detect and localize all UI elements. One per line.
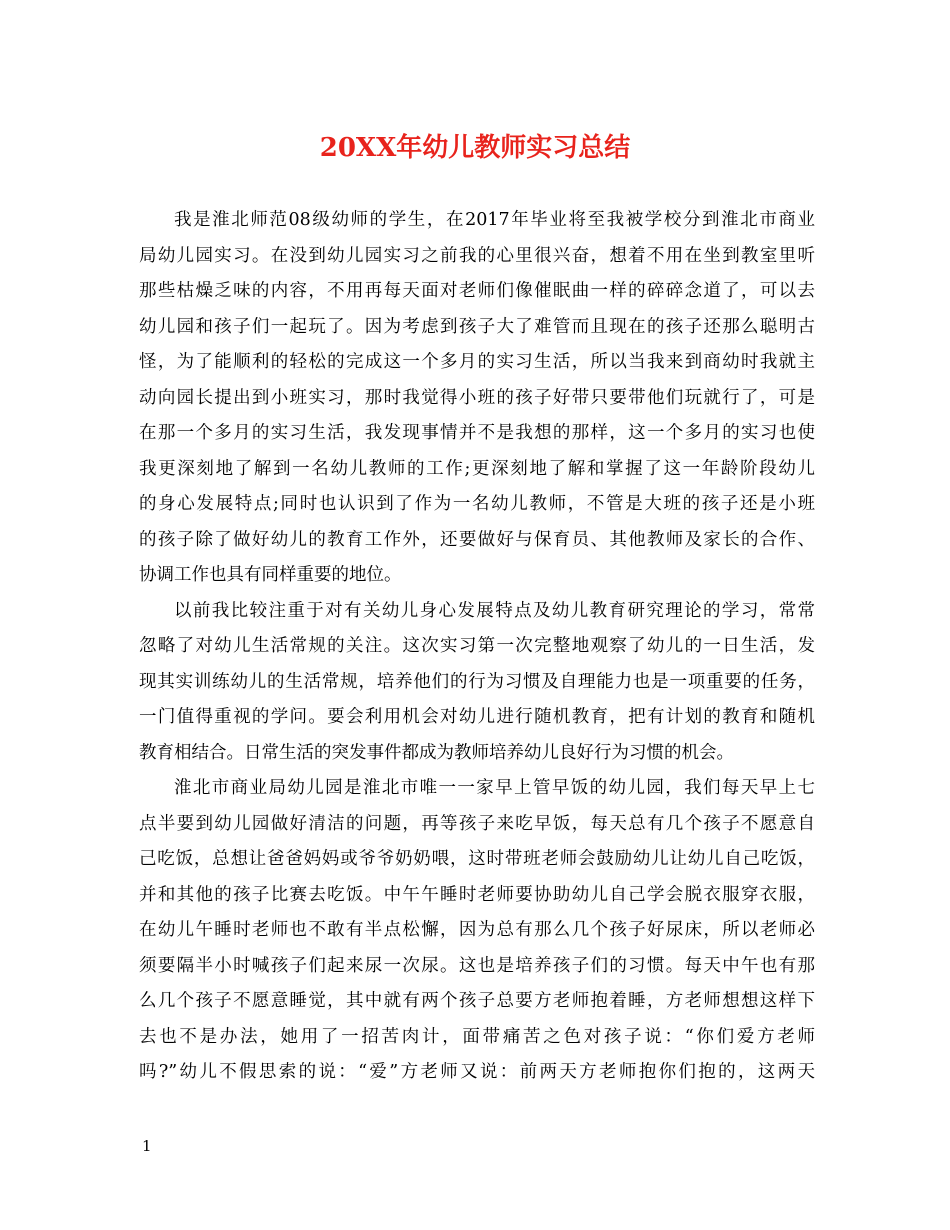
- text-line: 的孩子除了做好幼儿的教育工作外，还要做好与保育员、其他教师及家长的合作、: [139, 529, 815, 550]
- text-line: 己吃饭，总想让爸爸妈妈或爷爷奶奶喂，这时带班老师会鼓励幼儿让幼儿自己吃饭，: [139, 849, 815, 869]
- text-line: 去也不是办法，她用了一招苦肉计，面带痛苦之色对孩子说：“你们爱方老师: [139, 1026, 815, 1047]
- paragraph: [139, 771, 815, 1091]
- text-line: 须要隔半小时喊孩子们起来尿一次尿。这也是培养孩子们的习惯。每天中午也有那: [139, 955, 815, 976]
- text-line: 我是淮北师范08级幼师的学生，在2017年毕业将至我被学校分到淮北市商业: [174, 210, 815, 230]
- text-line: 在那一个多月的实习生活，我发现事情并不是我想的那样，这一个多月的实习也使: [139, 423, 815, 443]
- text-line: 教育相结合。日常生活的突发事件都成为教师培养幼儿良好行为习惯的机会。: [139, 742, 734, 763]
- text-line: 局幼儿园实习。在没到幼儿园实习之前我的心里很兴奋，想着不用在坐到教室里听: [139, 245, 815, 266]
- page-title: 20XX年幼儿教师实习总结: [319, 133, 631, 163]
- text-line: 么几个孩子不愿意睡觉，其中就有两个孩子总要方老师抱着睡，方老师想想这样下: [139, 991, 815, 1011]
- text-line: 那些枯燥乏味的内容，不用再每天面对老师们像催眠曲一样的碎碎念道了，可以去: [139, 281, 815, 301]
- text-line: 忽略了对幼儿生活常规的关注。这次实习第一次完整地观察了幼儿的一日生活，发: [139, 636, 815, 656]
- page-number: 1: [142, 1137, 152, 1155]
- text-line: 一门值得重视的学问。要会利用机会对幼儿进行随机教育，把有计划的教育和随机: [139, 707, 815, 727]
- text-line: 现其实训练幼儿的生活常规，培养他们的行为习惯及自理能力也是一项重要的任务，: [139, 671, 815, 692]
- text-line: 点半要到幼儿园做好清洁的问题，再等孩子来吃早饭，每天总有几个孩子不愿意自: [139, 813, 815, 834]
- document-body: [139, 203, 815, 1091]
- text-line: 协调工作也具有同样重要的地位。: [139, 565, 402, 585]
- text-line: 幼儿园和孩子们一起玩了。因为考虑到孩子大了难管而且现在的孩子还那么聪明古: [139, 316, 815, 337]
- text-line: 怪，为了能顺利的轻松的完成这一个多月的实习生活，所以当我来到商幼时我就主: [139, 352, 815, 372]
- paragraph: [139, 203, 815, 594]
- text-line: 在幼儿午睡时老师也不敢有半点松懈，因为总有那么几个孩子好尿床，所以老师必: [139, 920, 815, 940]
- text-line: 淮北市商业局幼儿园是淮北市唯一一家早上管早饭的幼儿园，我们每天早上七: [174, 778, 815, 798]
- text-line: 我更深刻地了解到一名幼儿教师的工作;更深刻地了解和掌握了这一年龄阶段幼儿: [139, 458, 815, 479]
- text-line: 以前我比较注重于对有关幼儿身心发展特点及幼儿教育研究理论的学习，常常: [174, 600, 815, 621]
- paragraph: [139, 594, 815, 772]
- text-line: 动向园长提出到小班实习，那时我觉得小班的孩子好带只要带他们玩就行了，可是: [139, 387, 815, 408]
- text-line: 并和其他的孩子比赛去吃饭。中午午睡时老师要协助幼儿自己学会脱衣服穿衣服，: [139, 884, 815, 905]
- text-line: 的身心发展特点;同时也认识到了作为一名幼儿教师，不管是大班的孩子还是小班: [139, 494, 815, 514]
- text-line: 吗?”幼儿不假思索的说：“爱”方老师又说：前两天方老师抱你们抱的，这两天: [139, 1062, 815, 1082]
